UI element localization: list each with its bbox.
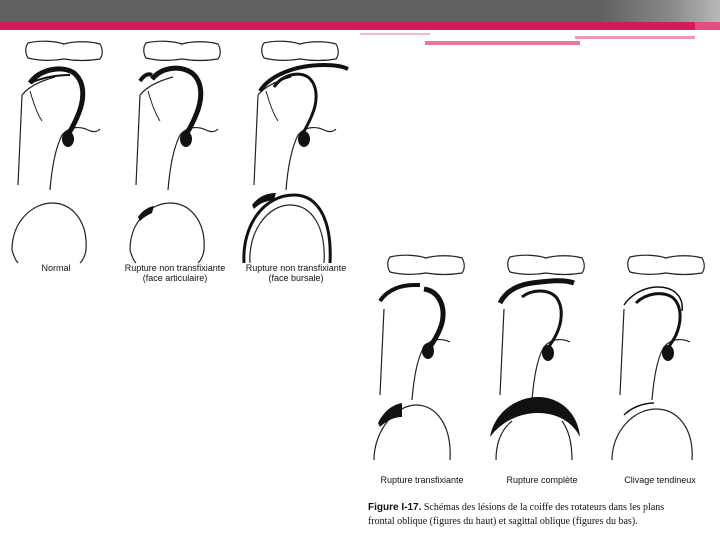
slide-accent-bar: [0, 22, 720, 30]
rotator-cuff-frontal-diagrams: [0, 35, 360, 290]
caption-line: Clivage tendineux: [624, 475, 696, 485]
caption-normal: [26, 263, 86, 273]
caption-delamination: [602, 475, 718, 485]
figure-caption: [368, 501, 718, 529]
diagram-delamination-sagittal: [612, 403, 692, 460]
caption-line: (face articulaire): [142, 273, 208, 283]
figure-caption-line-1: [368, 501, 718, 515]
rotator-cuff-sagittal-diagrams: [362, 245, 720, 480]
diagram-panel-top: [0, 35, 360, 290]
diagram-normal-sagittal: [12, 203, 86, 263]
caption-full-thickness: [364, 475, 480, 485]
diagram-complete-rupture-sagittal: [490, 397, 580, 460]
caption-line: Normal: [41, 263, 71, 273]
diagram-partial-articular-frontal: [136, 41, 220, 190]
caption-line: Rupture transfixiante: [380, 475, 464, 485]
diagram-panel-bottom: [362, 245, 720, 540]
diagram-delamination-frontal: [620, 255, 704, 400]
slide-corner-accent: [695, 22, 720, 30]
slide-accent-line: [575, 36, 695, 39]
caption-line: Rupture complète: [506, 475, 578, 485]
caption-line: Rupture non transfixiante: [124, 263, 226, 273]
slide-accent-line: [360, 33, 430, 35]
diagram-normal-frontal: [18, 41, 102, 190]
slide-accent-line: [425, 41, 580, 45]
diagram-complete-rupture-frontal: [500, 255, 584, 400]
caption-line: (face bursale): [268, 273, 324, 283]
diagram-partial-bursal-sagittal: [244, 193, 330, 263]
caption-partial-bursal: [234, 263, 358, 283]
figure-caption-line-2: frontal oblique (figures du haut) et sagittal oblique (figures du bas).: [368, 516, 638, 527]
slide-header-gradient: [600, 0, 720, 22]
diagram-partial-bursal-frontal: [254, 41, 348, 190]
caption-complete-rupture: [484, 475, 600, 485]
caption-partial-articular: [112, 263, 238, 283]
diagram-full-thickness-sagittal: [374, 403, 450, 460]
diagram-partial-articular-sagittal: [130, 203, 204, 263]
diagram-full-thickness-frontal: [380, 255, 464, 400]
figure-label: Figure I-17.: [368, 502, 422, 513]
caption-line: Rupture non transfixiante: [245, 263, 347, 273]
figure-text: Schémas des lésions de la coiffe des rotateurs dans les plans: [421, 502, 665, 513]
